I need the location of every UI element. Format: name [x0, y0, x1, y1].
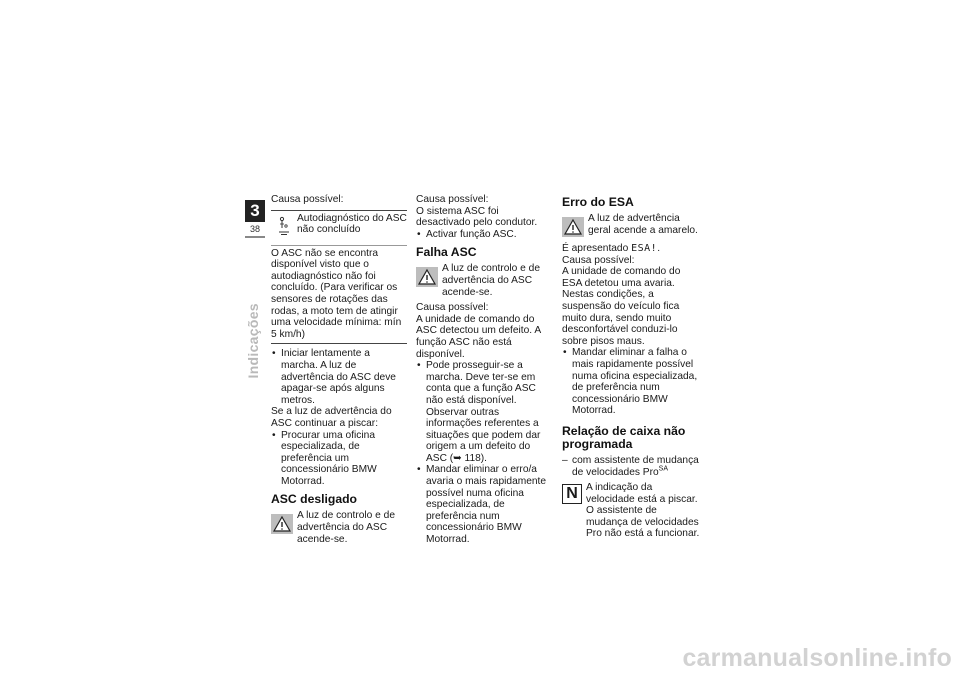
section-heading: Erro do ESA	[562, 195, 634, 209]
display-message-line	[562, 243, 700, 255]
cause-label: Causa possível:	[416, 302, 489, 314]
display-value: ESA!	[631, 243, 658, 254]
paragraph: Se a luz de advertência do ASC continuar a piscar:	[271, 406, 392, 429]
display-suffix: .	[657, 243, 661, 254]
column-2	[416, 194, 552, 546]
chapter-number: 3	[245, 200, 265, 222]
side-chapter-label-text: Indicações	[245, 303, 262, 379]
section-heading: Relação de caixa não programada	[562, 423, 686, 451]
chapter-tab	[245, 200, 265, 240]
info-box-heading: Autodiagnóstico do ASC não concluído	[297, 212, 407, 236]
cause-label: Causa possível:	[562, 254, 635, 266]
warning-text: A luz de controlo e de advertência do ASC acende-se.	[442, 263, 540, 298]
warning-triangle-icon	[562, 217, 584, 237]
column-3	[562, 194, 700, 542]
paragraph: O sistema ASC foi desactivado pelo condutor.	[416, 205, 538, 229]
page-bar	[245, 236, 265, 238]
equipment-text: com assistente de mudança de velocidades Pro	[572, 454, 699, 478]
warning-triangle-icon	[271, 514, 293, 534]
neutral-gear-icon: N	[562, 484, 582, 504]
warning-note	[271, 510, 407, 545]
section-heading: ASC desligado	[271, 492, 358, 507]
column-1	[271, 194, 407, 547]
cause-label: Causa possível:	[416, 194, 489, 205]
page-number: 38	[249, 224, 260, 234]
warning-text: A luz de advertência geral acende a amarelo.	[588, 213, 698, 236]
paragraph: A unidade de comando do ESA detetou uma avaria. Nestas condições, a suspensão do veículo fica muito dura, sendo muito desconfortável conduzi-lo sobre pisos maus.	[562, 266, 681, 347]
diagnostic-icon	[277, 215, 291, 237]
info-box	[271, 210, 407, 345]
watermark: carmanualsonline.info	[682, 644, 952, 672]
info-box-body: O ASC não se encontra disponível visto que o autodiagnóstico não foi concluído. (Para verificar os sensores de rotações das rodas, a moto tem de atingir uma velocidade mínima: mín 5 km/h)	[271, 247, 402, 340]
cause-label: Causa possível:	[271, 194, 344, 205]
bullet-item: • Procurar uma oficina especializada, de preferência um concessionário BMW Motorrad.	[271, 430, 407, 488]
warning-note	[562, 213, 700, 239]
bullet-item: • Mandar eliminar a falha o mais rapidamente possível numa oficina especializada, de preferência num concessionário BMW Motorrad.	[562, 347, 700, 417]
equipment-superscript: SA	[658, 465, 668, 473]
warning-note	[416, 263, 552, 298]
warning-triangle-icon	[416, 267, 438, 287]
info-box-header	[271, 211, 407, 246]
section-heading: Falha ASC	[416, 245, 477, 260]
bullet-item: • Pode prosseguir-se a marcha. Deve ter-se em conta que a função ASC não está disponível. Observar outras informações referentes a situações que podem dar origem a um defeito do ASC (➥ 118).	[416, 360, 552, 464]
bullet-item: • Mandar eliminar o erro/a avaria o mais rapidamente possível numa oficina especializada, de preferência num concessionário BMW Motorrad.	[416, 464, 552, 545]
bullet-item: • Activar função ASC.	[416, 229, 552, 241]
gear-indicator-text: A indicação da velocidade está a piscar. O assistente de mudança de velocidades Pro não está a funcionar.	[586, 482, 700, 540]
display-prefix: É apresentado	[562, 243, 629, 254]
equipment-note	[562, 455, 700, 478]
gear-indicator-note	[562, 482, 700, 540]
paragraph: A unidade de comando do ASC detectou um defeito. A função ASC não está disponível.	[416, 313, 541, 360]
warning-text: A luz de controlo e de advertência do ASC acende-se.	[297, 510, 395, 545]
bullet-item: • Iniciar lentamente a marcha. A luz de advertência do ASC deve apagar-se após alguns metros.	[271, 348, 407, 406]
